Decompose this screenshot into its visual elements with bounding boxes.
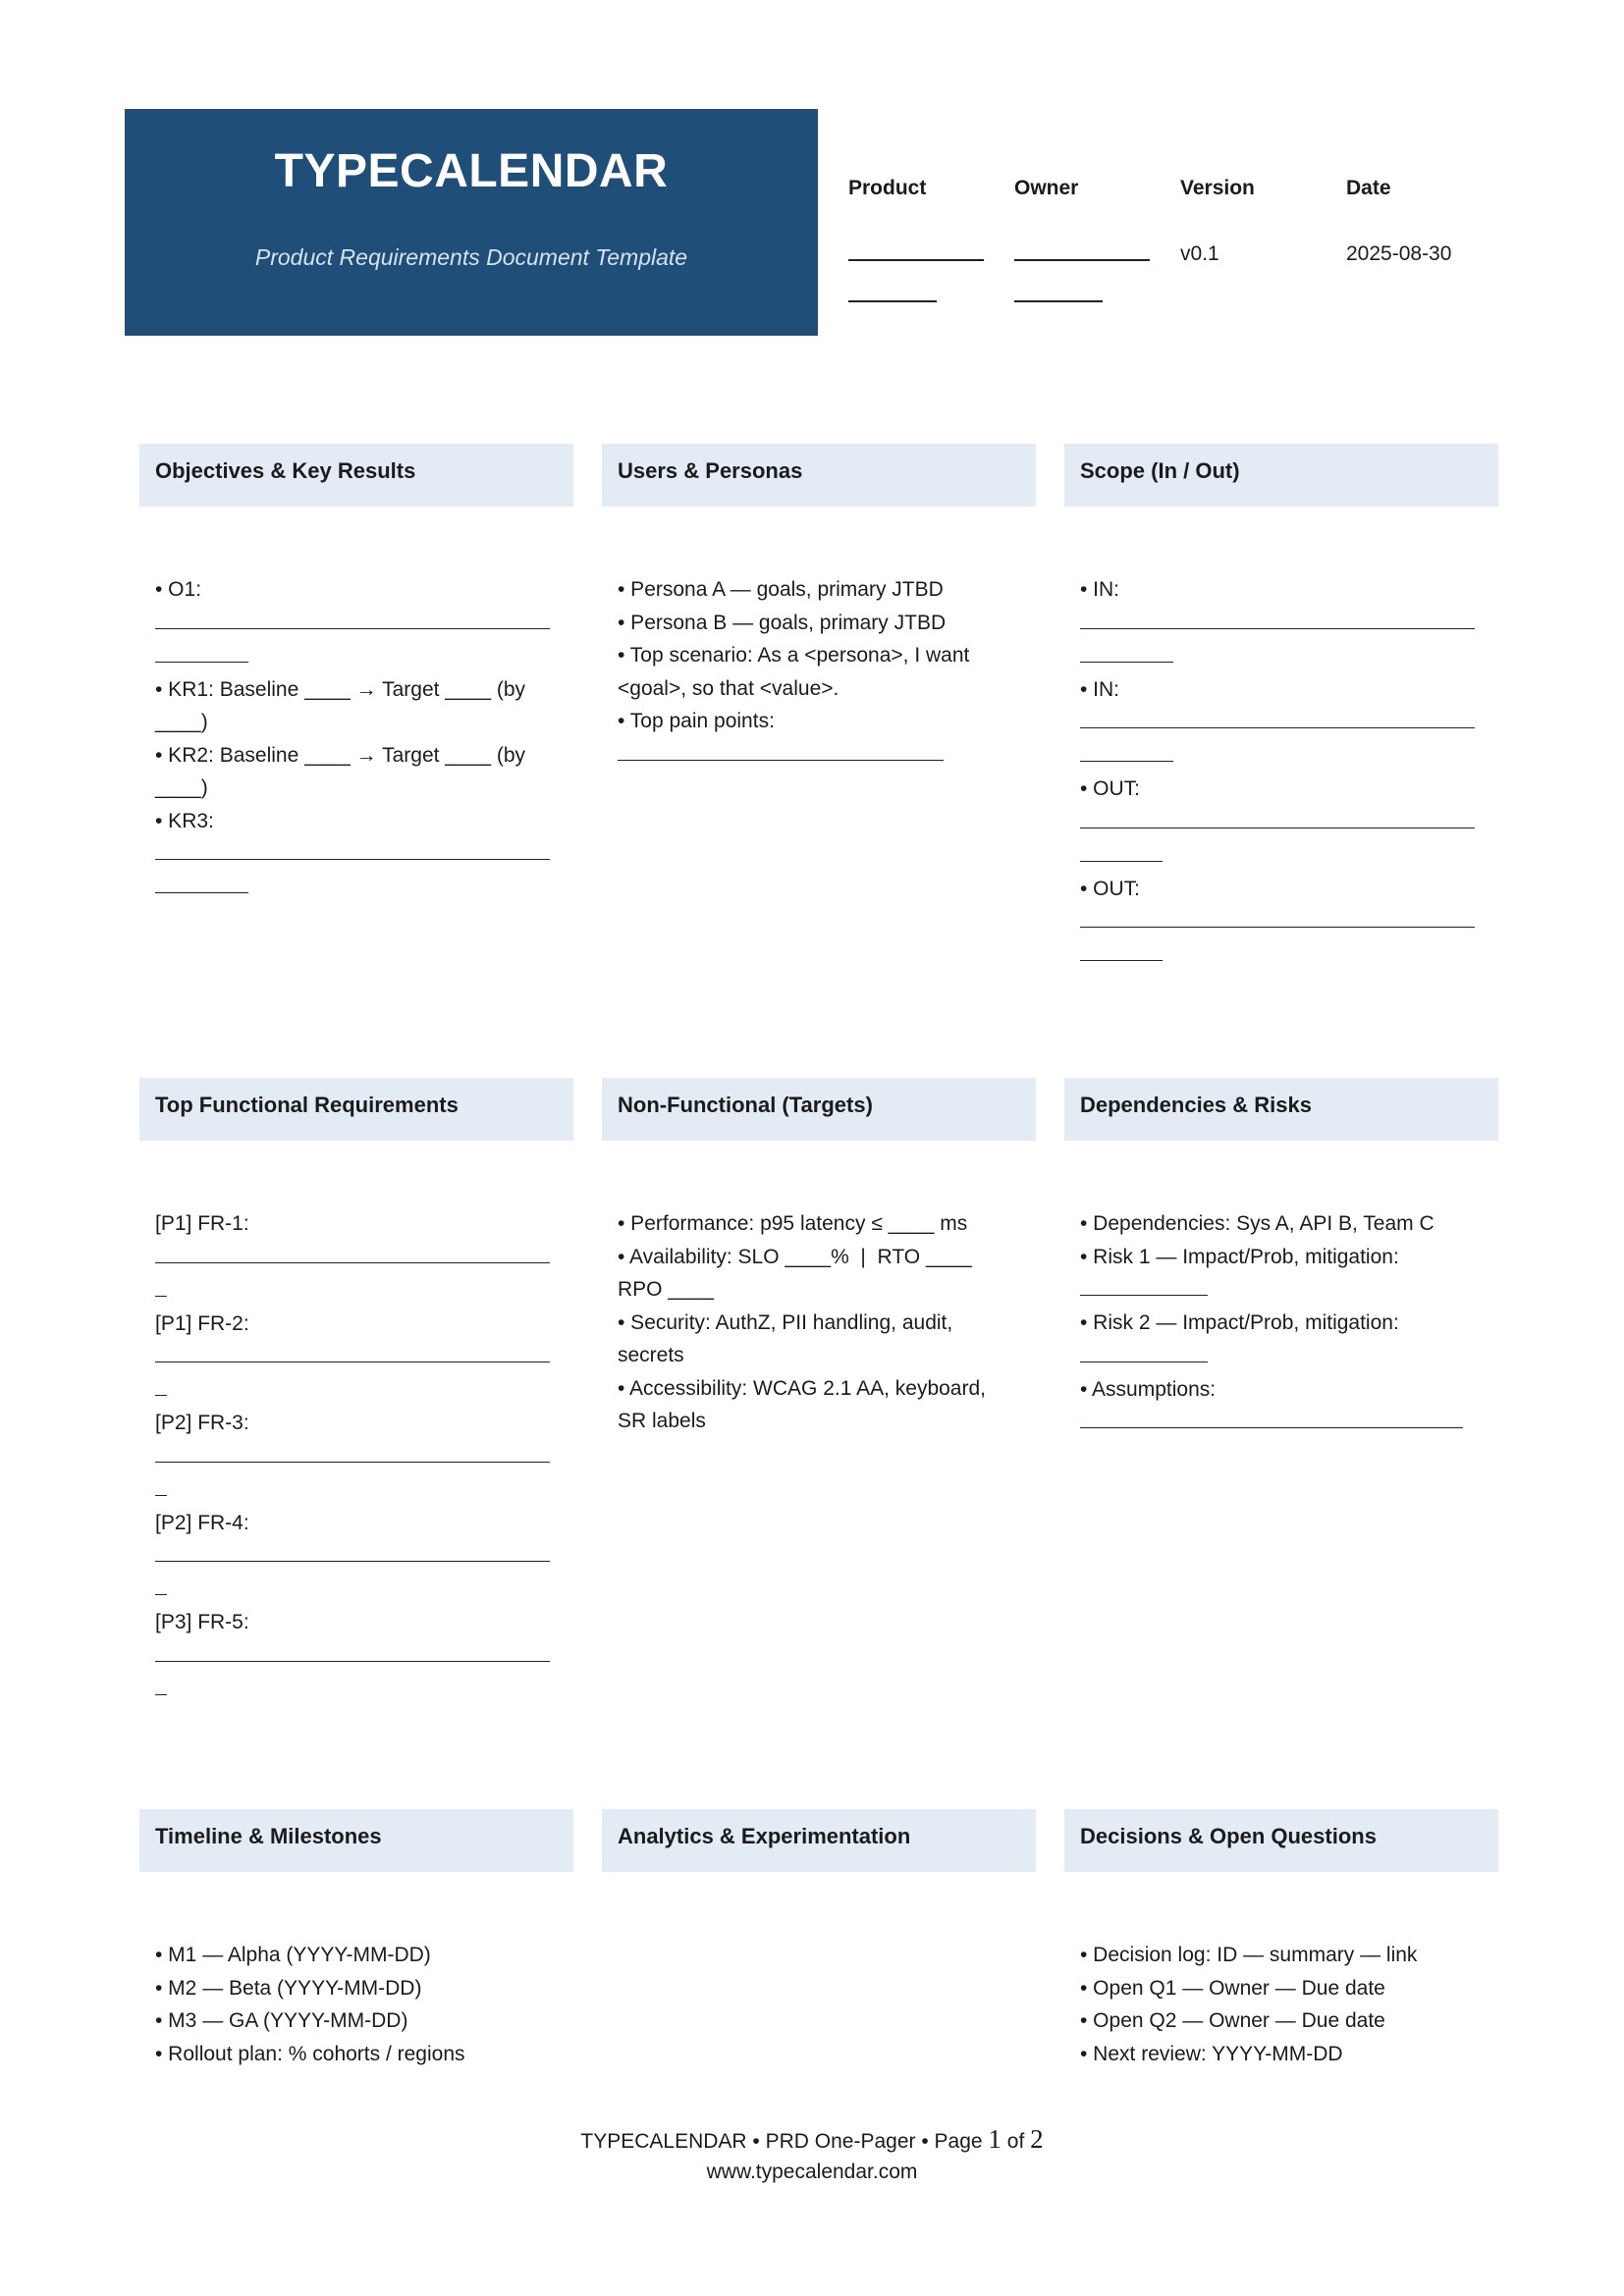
okr-kr1: • KR1: Baseline ____ → Target ____ (by <box>155 677 526 701</box>
scope-in-1-blank-2[interactable] <box>1080 640 1173 663</box>
header-banner <box>125 109 818 336</box>
open-q1: • Open Q1 — Owner — Due date <box>1080 1976 1385 2000</box>
analytics-heading: Analytics & Experimentation <box>602 1809 1036 1872</box>
nfr-accessibility-cont: SR labels <box>618 1410 706 1432</box>
decision-log: • Decision log: ID — summary — link <box>1080 1944 1418 1966</box>
meta-date <box>1346 177 1503 271</box>
nfr-performance: • Performance: p95 latency ≤ ____ ms <box>618 1212 968 1235</box>
timeline-heading: Timeline & Milestones <box>139 1809 573 1872</box>
fr-1-blank-2[interactable] <box>155 1274 167 1297</box>
meta-owner <box>1014 177 1157 302</box>
pain-points: • Top pain points: <box>618 710 775 732</box>
top-scenario-cont: <goal>, so that <value>. <box>618 676 839 700</box>
dependencies-heading: Dependencies & Risks <box>1064 1078 1498 1141</box>
fr-2-blank-2[interactable] <box>155 1373 167 1396</box>
dependencies-body <box>1080 1207 1483 1439</box>
fr-3: [P2] FR-3: <box>155 1412 249 1434</box>
pain-points-blank[interactable] <box>618 738 944 761</box>
nfr-availability: • Availability: SLO ____% | RTO ____ <box>618 1245 972 1268</box>
timeline-body <box>155 1939 558 2070</box>
page-total: 2 <box>1030 2124 1044 2154</box>
scope-out-2-blank[interactable] <box>1080 905 1475 928</box>
brand-title: TYPECALENDAR <box>274 145 669 197</box>
dependencies-line: • Dependencies: Sys A, API B, Team C <box>1080 1212 1435 1235</box>
okr-kr1-cont: ____) <box>155 711 208 733</box>
users-heading: Users & Personas <box>602 444 1036 507</box>
fr-1-blank[interactable] <box>155 1241 550 1263</box>
fr-4-blank-2[interactable] <box>155 1573 167 1595</box>
footer-prefix: TYPECALENDAR • PRD One-Pager • Page <box>580 2130 983 2153</box>
top-scenario: • Top scenario: As a <persona>, I want <box>618 644 970 667</box>
meta-owner-label: Owner <box>1014 177 1079 199</box>
okr-o1-blank-2[interactable] <box>155 640 248 663</box>
decisions-heading: Decisions & Open Questions <box>1064 1809 1498 1872</box>
okr-heading: Objectives & Key Results <box>139 444 573 507</box>
meta-product <box>848 177 991 302</box>
nfr-security-cont: secrets <box>618 1344 684 1366</box>
document-subtitle: Product Requirements Document Template <box>254 244 688 270</box>
okr-o1-blank[interactable] <box>155 607 550 629</box>
users-body <box>618 573 1020 772</box>
scope-in-2: • IN: <box>1080 677 1120 701</box>
page-footer <box>0 2124 1624 2187</box>
nfr-security: • Security: AuthZ, PII handling, audit, <box>618 1310 953 1334</box>
nfr-accessibility: • Accessibility: WCAG 2.1 AA, keyboard, <box>618 1376 986 1400</box>
fr-2: [P1] FR-2: <box>155 1311 249 1335</box>
meta-date-label: Date <box>1346 177 1391 199</box>
milestone-m3: • M3 — GA (YYYY-MM-DD) <box>155 2009 408 2032</box>
fr-5-blank-2[interactable] <box>155 1673 167 1695</box>
persona-b: • Persona B — goals, primary JTBD <box>618 611 947 634</box>
scope-heading: Scope (In / Out) <box>1064 444 1498 507</box>
okr-body <box>155 573 558 904</box>
scope-out-2: • OUT: <box>1080 877 1141 900</box>
scope-in-1-blank[interactable] <box>1080 607 1475 629</box>
okr-kr3-blank-2[interactable] <box>155 871 248 893</box>
nfr-availability-cont: RPO ____ <box>618 1278 715 1301</box>
footer-url[interactable]: www.typecalendar.com <box>706 2161 918 2183</box>
fr-5: [P3] FR-5: <box>155 1611 249 1633</box>
decisions-body <box>1080 1939 1483 2070</box>
page-number: 1 <box>988 2124 1001 2154</box>
meta-owner-field[interactable] <box>1014 240 1157 302</box>
scope-out-2-blank-2[interactable] <box>1080 938 1163 961</box>
meta-version <box>1180 177 1323 271</box>
fr-3-blank[interactable] <box>155 1440 550 1463</box>
meta-product-label: Product <box>848 177 927 199</box>
next-review: • Next review: YYYY-MM-DD <box>1080 2042 1343 2065</box>
scope-in-2-blank-2[interactable] <box>1080 739 1173 762</box>
okr-kr3-blank[interactable] <box>155 837 550 860</box>
fr-4: [P2] FR-4: <box>155 1511 249 1534</box>
okr-kr3: • KR3: <box>155 809 214 832</box>
fr-1: [P1] FR-1: <box>155 1212 249 1235</box>
meta-version-value: v0.1 <box>1180 242 1219 265</box>
fr-5-blank[interactable] <box>155 1639 550 1662</box>
meta-product-field[interactable] <box>848 240 991 302</box>
page-of: of <box>1006 2130 1025 2153</box>
assumptions-blank[interactable] <box>1080 1406 1463 1428</box>
okr-kr2-cont: ____) <box>155 776 208 799</box>
scope-in-2-blank[interactable] <box>1080 706 1475 728</box>
fr-3-blank-2[interactable] <box>155 1473 167 1496</box>
rollout-plan: • Rollout plan: % cohorts / regions <box>155 2042 465 2065</box>
scope-in-1: • IN: <box>1080 578 1120 601</box>
okr-kr2: • KR2: Baseline ____ → Target ____ (by <box>155 743 526 767</box>
fr-2-blank[interactable] <box>155 1340 550 1362</box>
scope-out-1-blank[interactable] <box>1080 806 1475 828</box>
scope-body <box>1080 573 1483 972</box>
nonfunctional-heading: Non-Functional (Targets) <box>602 1078 1036 1141</box>
meta-version-label: Version <box>1180 177 1255 199</box>
okr-o1: • O1: <box>155 578 202 601</box>
meta-date-value: 2025-08-30 <box>1346 242 1452 265</box>
risk-1: • Risk 1 — Impact/Prob, mitigation: <box>1080 1245 1399 1268</box>
functional-heading: Top Functional Requirements <box>139 1078 573 1141</box>
scope-out-1-blank-2[interactable] <box>1080 839 1163 862</box>
risk-2-blank[interactable] <box>1080 1340 1208 1362</box>
assumptions: • Assumptions: <box>1080 1377 1217 1401</box>
risk-2: • Risk 2 — Impact/Prob, mitigation: <box>1080 1311 1399 1334</box>
footer-line <box>0 2124 1624 2157</box>
fr-4-blank[interactable] <box>155 1539 550 1562</box>
nonfunctional-body <box>618 1207 1020 1438</box>
milestone-m2: • M2 — Beta (YYYY-MM-DD) <box>155 1976 422 2000</box>
risk-1-blank[interactable] <box>1080 1273 1208 1296</box>
scope-out-1: • OUT: <box>1080 777 1141 800</box>
open-q2: • Open Q2 — Owner — Due date <box>1080 2009 1385 2032</box>
milestone-m1: • M1 — Alpha (YYYY-MM-DD) <box>155 1944 431 1966</box>
persona-a: • Persona A — goals, primary JTBD <box>618 578 944 601</box>
functional-body <box>155 1207 558 1706</box>
